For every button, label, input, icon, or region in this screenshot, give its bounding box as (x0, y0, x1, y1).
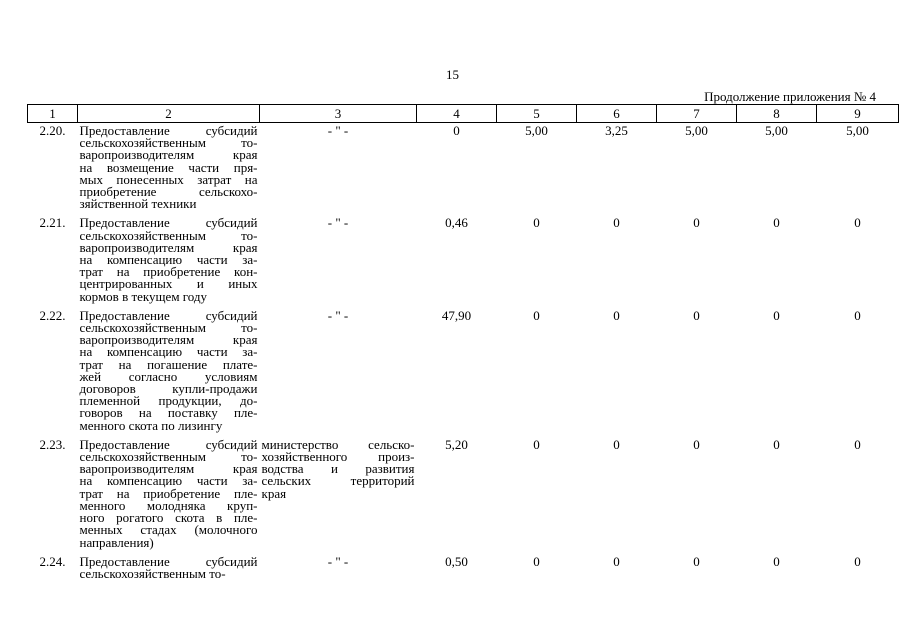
description-line: трат на приобретение кон- (79, 264, 258, 280)
description-line: сельскохозяйственным то- (79, 565, 226, 581)
value-cell: 0 (533, 436, 540, 452)
column-number-row (28, 105, 899, 123)
description-line: трат на приобретение пле- (79, 485, 258, 501)
executor-line: сельских территорий (261, 473, 415, 489)
description-line: на компенсацию части за- (79, 473, 258, 489)
description-line: варопроизводителям края (79, 461, 258, 477)
value-cell: 47,90 (441, 307, 472, 323)
appendix-continuation-note: Продолжение приложения № 4 (704, 89, 876, 104)
value-cell: 5,00 (846, 123, 869, 138)
row-number: 2.24. (39, 553, 66, 569)
value-cell: 0 (613, 307, 620, 323)
column-header: 5 (497, 105, 577, 123)
description-line: трат на погашение плате- (79, 356, 258, 372)
budget-table (27, 104, 899, 585)
measure-description (78, 123, 260, 216)
column-header: 2 (78, 105, 260, 123)
value-cell: 5,00 (765, 123, 788, 138)
value-cell: 0 (693, 553, 700, 569)
column-header: 4 (417, 105, 497, 123)
value-cell: 0,50 (445, 553, 468, 569)
description-line: Предоставление субсидий (79, 436, 258, 452)
row-number: 2.21. (39, 215, 66, 231)
executor-line: - " - (327, 123, 349, 138)
description-line: племенной продукции, до- (79, 393, 258, 409)
value-cell: 0 (773, 436, 780, 452)
description-line: сельскохозяйственным то- (79, 135, 258, 151)
value-cell: 5,00 (685, 123, 708, 138)
value-cell: 0,46 (445, 215, 468, 231)
executor-line: хозяйственного произ- (261, 449, 415, 465)
description-line: на возмещение части пря- (79, 159, 258, 175)
row-number: 2.22. (39, 307, 66, 323)
description-line: на компенсацию части за- (79, 344, 258, 360)
description-line: Предоставление субсидий (79, 215, 258, 231)
column-header: 9 (817, 105, 899, 123)
description-line: Предоставление субсидий (79, 553, 258, 569)
value-cell: 0 (854, 307, 861, 323)
value-cell: 0 (773, 215, 780, 231)
executor-line: водства и развития (261, 461, 415, 477)
description-line: менного молодняка круп- (79, 497, 258, 513)
executor (260, 308, 417, 437)
description-line: ного рогатого скота в пле- (79, 510, 258, 526)
table-row (28, 554, 899, 585)
executor-line: - " - (327, 553, 349, 569)
value-cell: 0 (453, 123, 460, 138)
description-line: говоров на поставку пле- (79, 405, 258, 421)
description-line: мых понесенных затрат на (79, 171, 258, 187)
executor-line: министерство сельско- (261, 436, 415, 452)
description-line: варопроизводителям края (79, 239, 258, 255)
description-line: Предоставление субсидий (79, 307, 258, 323)
description-line: сельскохозяйственным то- (79, 449, 258, 465)
value-cell: 0 (693, 215, 700, 231)
measure-description (78, 308, 260, 437)
column-header: 7 (657, 105, 737, 123)
table-row (28, 123, 899, 216)
executor-line: - " - (327, 307, 349, 323)
description-line: на компенсацию части за- (79, 252, 258, 268)
description-line: кормов в текущем году (79, 288, 208, 304)
executor (260, 437, 417, 554)
description-line: менного скота по лизингу (79, 417, 223, 433)
value-cell: 0 (613, 553, 620, 569)
value-cell: 0 (773, 553, 780, 569)
description-line: менных стадах (молочного (79, 522, 258, 538)
value-cell: 0 (854, 436, 861, 452)
measure-description (78, 554, 260, 585)
value-cell: 5,20 (445, 436, 468, 452)
executor (260, 554, 417, 585)
value-cell: 0 (533, 307, 540, 323)
description-line: сельскохозяйственным то- (79, 320, 258, 336)
description-line: центрированных и иных (79, 276, 258, 292)
description-line: Предоставление субсидий (79, 123, 258, 138)
value-cell: 0 (773, 307, 780, 323)
description-line: жей согласно условиям (79, 368, 258, 384)
value-cell: 0 (693, 436, 700, 452)
description-line: варопроизводителям края (79, 147, 258, 163)
description-line: приобретение сельскохо- (79, 184, 258, 200)
value-cell: 3,25 (605, 123, 628, 138)
value-cell: 0 (693, 307, 700, 323)
description-line: договоров купли-продажи (79, 381, 258, 397)
table-row (28, 308, 899, 437)
table-body (28, 123, 899, 586)
value-cell: 0 (613, 436, 620, 452)
table-row (28, 437, 899, 554)
executor-line: края (261, 485, 287, 501)
column-header: 1 (28, 105, 78, 123)
executor (260, 123, 417, 216)
value-cell: 5,00 (525, 123, 548, 138)
executor-line: - " - (327, 215, 349, 231)
measure-description (78, 215, 260, 307)
table-row (28, 215, 899, 307)
column-header: 6 (577, 105, 657, 123)
description-line: зяйственной техники (79, 196, 197, 212)
description-line: сельскохозяйственным то- (79, 227, 258, 243)
page-number: 15 (446, 67, 459, 82)
value-cell: 0 (533, 553, 540, 569)
column-header: 8 (737, 105, 817, 123)
measure-description (78, 437, 260, 554)
row-number: 2.20. (39, 123, 66, 138)
column-header: 3 (260, 105, 417, 123)
executor (260, 215, 417, 307)
value-cell: 0 (613, 215, 620, 231)
value-cell: 0 (533, 215, 540, 231)
value-cell: 0 (854, 215, 861, 231)
value-cell: 0 (854, 553, 861, 569)
row-number: 2.23. (39, 436, 66, 452)
description-line: направления) (79, 534, 154, 550)
description-line: варопроизводителям края (79, 332, 258, 348)
